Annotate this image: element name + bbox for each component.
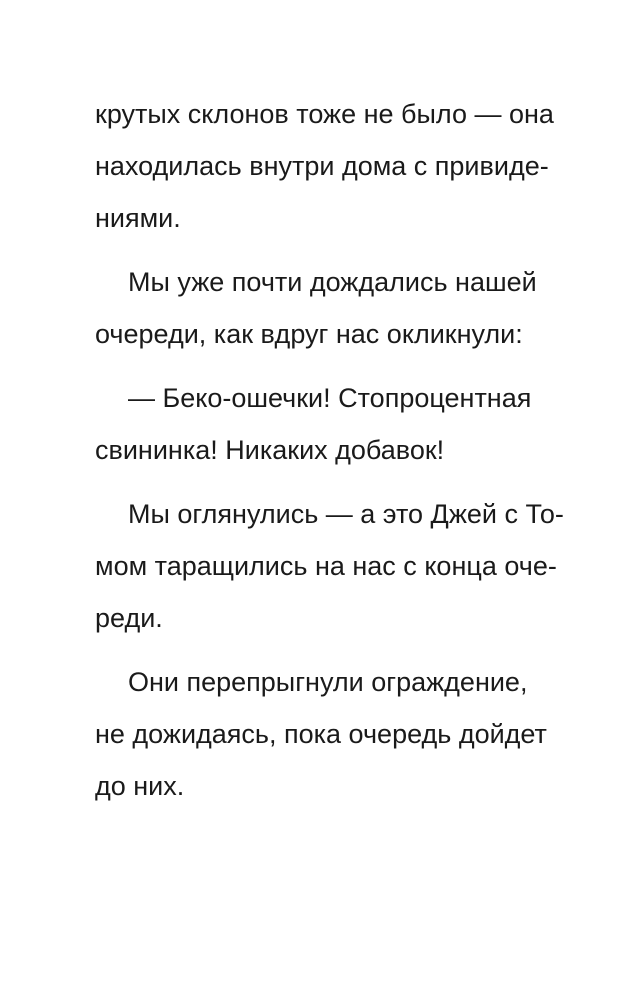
paragraph-gap bbox=[95, 360, 575, 372]
text-line: Мы уже почти дождались нашей bbox=[128, 267, 537, 297]
paragraph-gap bbox=[95, 244, 575, 256]
paragraph-gap bbox=[95, 476, 575, 488]
text-line: ниями. bbox=[95, 203, 181, 233]
text-line: Они перепрыгнули ограждение, bbox=[128, 667, 528, 697]
text-line: находилась внутри дома с привиде- bbox=[95, 151, 549, 181]
text-line: свининка! Никаких добавок! bbox=[95, 435, 445, 465]
text-line: реди. bbox=[95, 603, 163, 633]
text-line: — Беко-ошечки! Стопроцентная bbox=[128, 383, 532, 413]
text-line: мом таращились на нас с конца оче- bbox=[95, 551, 557, 581]
text-line: не дожидаясь, пока очередь дойдет bbox=[95, 719, 547, 749]
page-text bbox=[95, 88, 575, 812]
text-line: очереди, как вдруг нас окликнули: bbox=[95, 319, 523, 349]
paragraph-gap bbox=[95, 644, 575, 656]
text-line: Мы оглянулись — а это Джей с То- bbox=[128, 499, 564, 529]
text-line: крутых склонов тоже не было — она bbox=[95, 99, 554, 129]
text-line: до них. bbox=[95, 771, 185, 801]
